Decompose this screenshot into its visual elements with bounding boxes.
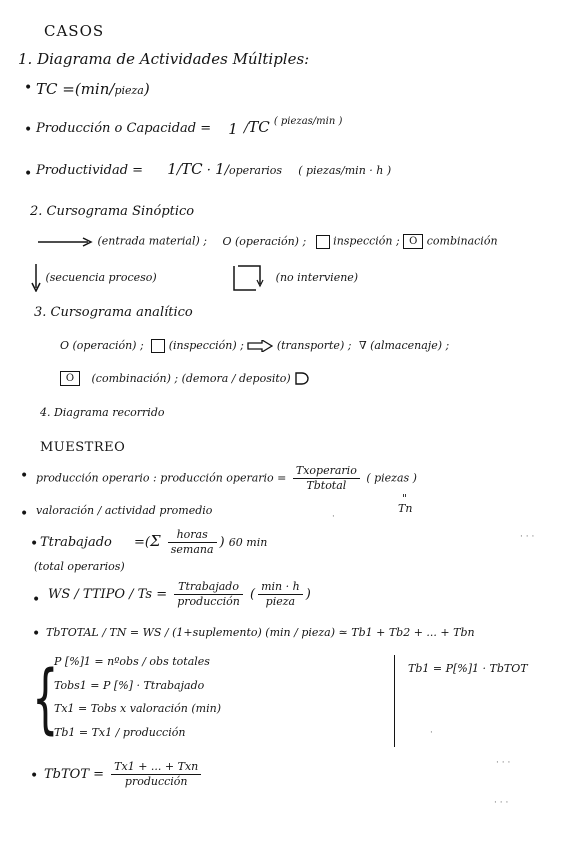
s2-line1 [38, 234, 498, 249]
ttrabajado-eq: = [134, 535, 145, 550]
system-row-4 [54, 726, 185, 739]
operacion-label: O (operación) ; [222, 234, 307, 248]
productividad-lhs: Productividad = [36, 163, 144, 178]
bullet: • [30, 536, 39, 552]
ttrabajado-formula: Ttrabajado =(Σ $\frac{\text{horas}}{\text{semana}}$ ) 60 min [40, 528, 268, 556]
prod-operario-num: Txoperario [293, 464, 360, 479]
tbtot-final-lhs: TbTOT = [44, 767, 105, 782]
tbtotal-rhs: ≃ Tb1 + Tb2 + ... + Tbn [338, 626, 475, 639]
ws-unit-num: min · h [258, 580, 303, 595]
system-3-rhs: Tobs x valoración (min) [90, 702, 221, 715]
ws-formula: WS / TTIPO / Ts = $\frac{\text{Ttrabajado}}{\text{producción}}$ ( $\frac{\min \cdot h}{\text{pieza}}$ ) [48, 580, 311, 608]
combinacion-label: combinación [426, 234, 498, 248]
tc-close: ) [143, 80, 150, 98]
tbtot-final-num: Tx1 + ... + Txn [111, 760, 201, 775]
bullet: • [24, 166, 33, 182]
arrow-right-icon [38, 237, 94, 247]
inspection-square-icon [151, 339, 165, 353]
no-interviene-label: (no interviene) [275, 271, 359, 284]
s3-operacion-label: O (operación) ; [60, 339, 144, 352]
tbtotal-lhs: TbTOTAL / TN = WS / (1+suplemento) [46, 626, 262, 639]
section-2-title: 2. Cursograma Sinóptico [30, 204, 195, 219]
tc-formula: TC =(min/pieza) [36, 80, 150, 98]
system-1-rhs: nºobs / obs totales [107, 655, 210, 668]
bullet: • [24, 122, 33, 138]
bullet: • [20, 468, 29, 484]
tb1-right-formula: Tb1 = P[%]1 · TbTOT [408, 662, 528, 675]
produccion-den: TC [248, 118, 270, 136]
productividad-num2: 1 [215, 160, 225, 178]
s3-almacenaje-label: ∇ (almacenaje) ; [358, 339, 450, 352]
bullet: • [20, 506, 29, 522]
system-2-lhs: Tobs1 = [54, 679, 100, 692]
prod-operario-label: producción operario : [36, 471, 157, 485]
muestreo-heading: MUESTREO [40, 440, 126, 455]
ws-den: producción [177, 595, 240, 608]
page-heading: CASOS [44, 22, 105, 40]
entrada-label: (entrada material) ; [97, 234, 207, 248]
system-3-lhs: Tx1 = [54, 702, 88, 715]
scan-speck: · · · [496, 758, 511, 768]
tbtotal-unit: (min / pieza) [265, 626, 336, 639]
tc-open: ( [74, 80, 81, 98]
ttrabajado-lhs: Ttrabajado [40, 535, 112, 550]
scan-speck: · · · [494, 798, 509, 808]
transport-arrow-icon [247, 340, 273, 352]
ws-lhs: WS / TTIPO / Ts = [48, 587, 168, 602]
bullet: • [32, 626, 41, 642]
section-4-title: 4. Diagrama recorrido [40, 406, 165, 419]
inspection-square-icon [316, 235, 330, 249]
section-3-title: 3. Cursograma analítico [34, 305, 193, 320]
productividad-unit: ( piezas/min · h ) [298, 164, 392, 177]
s3-combinacion-label: (combinación) ; (demora / deposito) [91, 371, 291, 385]
prod-operario-den: Tbtotal [306, 479, 347, 492]
scan-speck: · · · [520, 532, 535, 542]
ttrabajado-note: (total operarios) [34, 560, 125, 573]
loop-arrows-icon [230, 262, 264, 294]
bullet: • [24, 80, 33, 96]
scan-speck: · [430, 728, 433, 738]
inspeccion-label: inspección ; [333, 234, 400, 248]
productividad-formula: Productividad = 1/TC · 1/operarios ( piezas/min · h ) [36, 160, 392, 178]
prod-operario-den2: Tn [398, 502, 413, 515]
produccion-lhs: Producción o Capacidad = [36, 121, 212, 136]
system-4-rhs: Tx1 / producción [91, 726, 186, 739]
sigma-symbol: Σ [150, 532, 161, 550]
valoracion-text: valoración / actividad promedio [36, 504, 213, 517]
tc-lhs: TC = [36, 80, 75, 98]
s3-line2 [60, 371, 310, 386]
prod-operario-line [36, 464, 417, 493]
prod-operario-unit: ( piezas ) [366, 471, 417, 485]
arrow-down-icon [30, 264, 42, 292]
tbtot-final-den: producción [124, 775, 188, 788]
ttrabajado-rhs: 60 min [228, 536, 268, 549]
produccion-num: 1 [228, 119, 238, 138]
scan-speck: · [332, 512, 335, 522]
combination-icon: O [60, 371, 80, 386]
tc-den: pieza [114, 84, 144, 97]
prod-operario-ditto: " [402, 492, 408, 505]
s3-line1 [60, 339, 449, 353]
ttrabajado-den: semana [170, 543, 214, 556]
system-2-rhs: P [%] · Ttrabajado [103, 679, 205, 692]
secuencia-label: (secuencia proceso) [45, 271, 157, 284]
system-4-lhs: Tb1 = [54, 726, 89, 739]
ws-num: Ttrabajado [174, 580, 243, 595]
s3-transporte-label: (transporte) ; [276, 339, 352, 352]
productividad-den1: TC [181, 160, 203, 178]
ttrabajado-num: horas [168, 528, 217, 543]
prod-operario-lhs: producción operario = [160, 471, 287, 485]
bullet: • [32, 592, 41, 608]
s3-inspeccion-label: (inspección) ; [168, 339, 244, 352]
s2-line2 [30, 262, 358, 294]
bullet: • [30, 768, 39, 784]
tc-num: min [80, 80, 110, 98]
combination-icon: O [403, 234, 423, 249]
productividad-dot: · [206, 163, 211, 178]
delay-d-icon [294, 372, 310, 385]
system-row-2 [54, 679, 204, 692]
vertical-divider [394, 655, 395, 747]
tbtotal-formula [46, 626, 475, 639]
produccion-unit: ( piezas/min ) [273, 116, 343, 127]
section-1-title: 1. Diagrama de Actividades Múltiples: [18, 50, 310, 68]
productividad-num1: 1 [167, 160, 177, 178]
system-1-lhs: P [%]1 = [54, 655, 104, 668]
system-row-3 [54, 702, 221, 715]
left-brace: { [32, 653, 59, 742]
ws-unit-den: pieza [265, 595, 296, 608]
productividad-den2: operarios [229, 164, 283, 177]
system-row-1 [54, 655, 210, 668]
tbtot-final-formula [44, 760, 204, 789]
produccion-formula: Producción o Capacidad = 1 /TC $^{( piezas/min )}$ [36, 116, 343, 138]
